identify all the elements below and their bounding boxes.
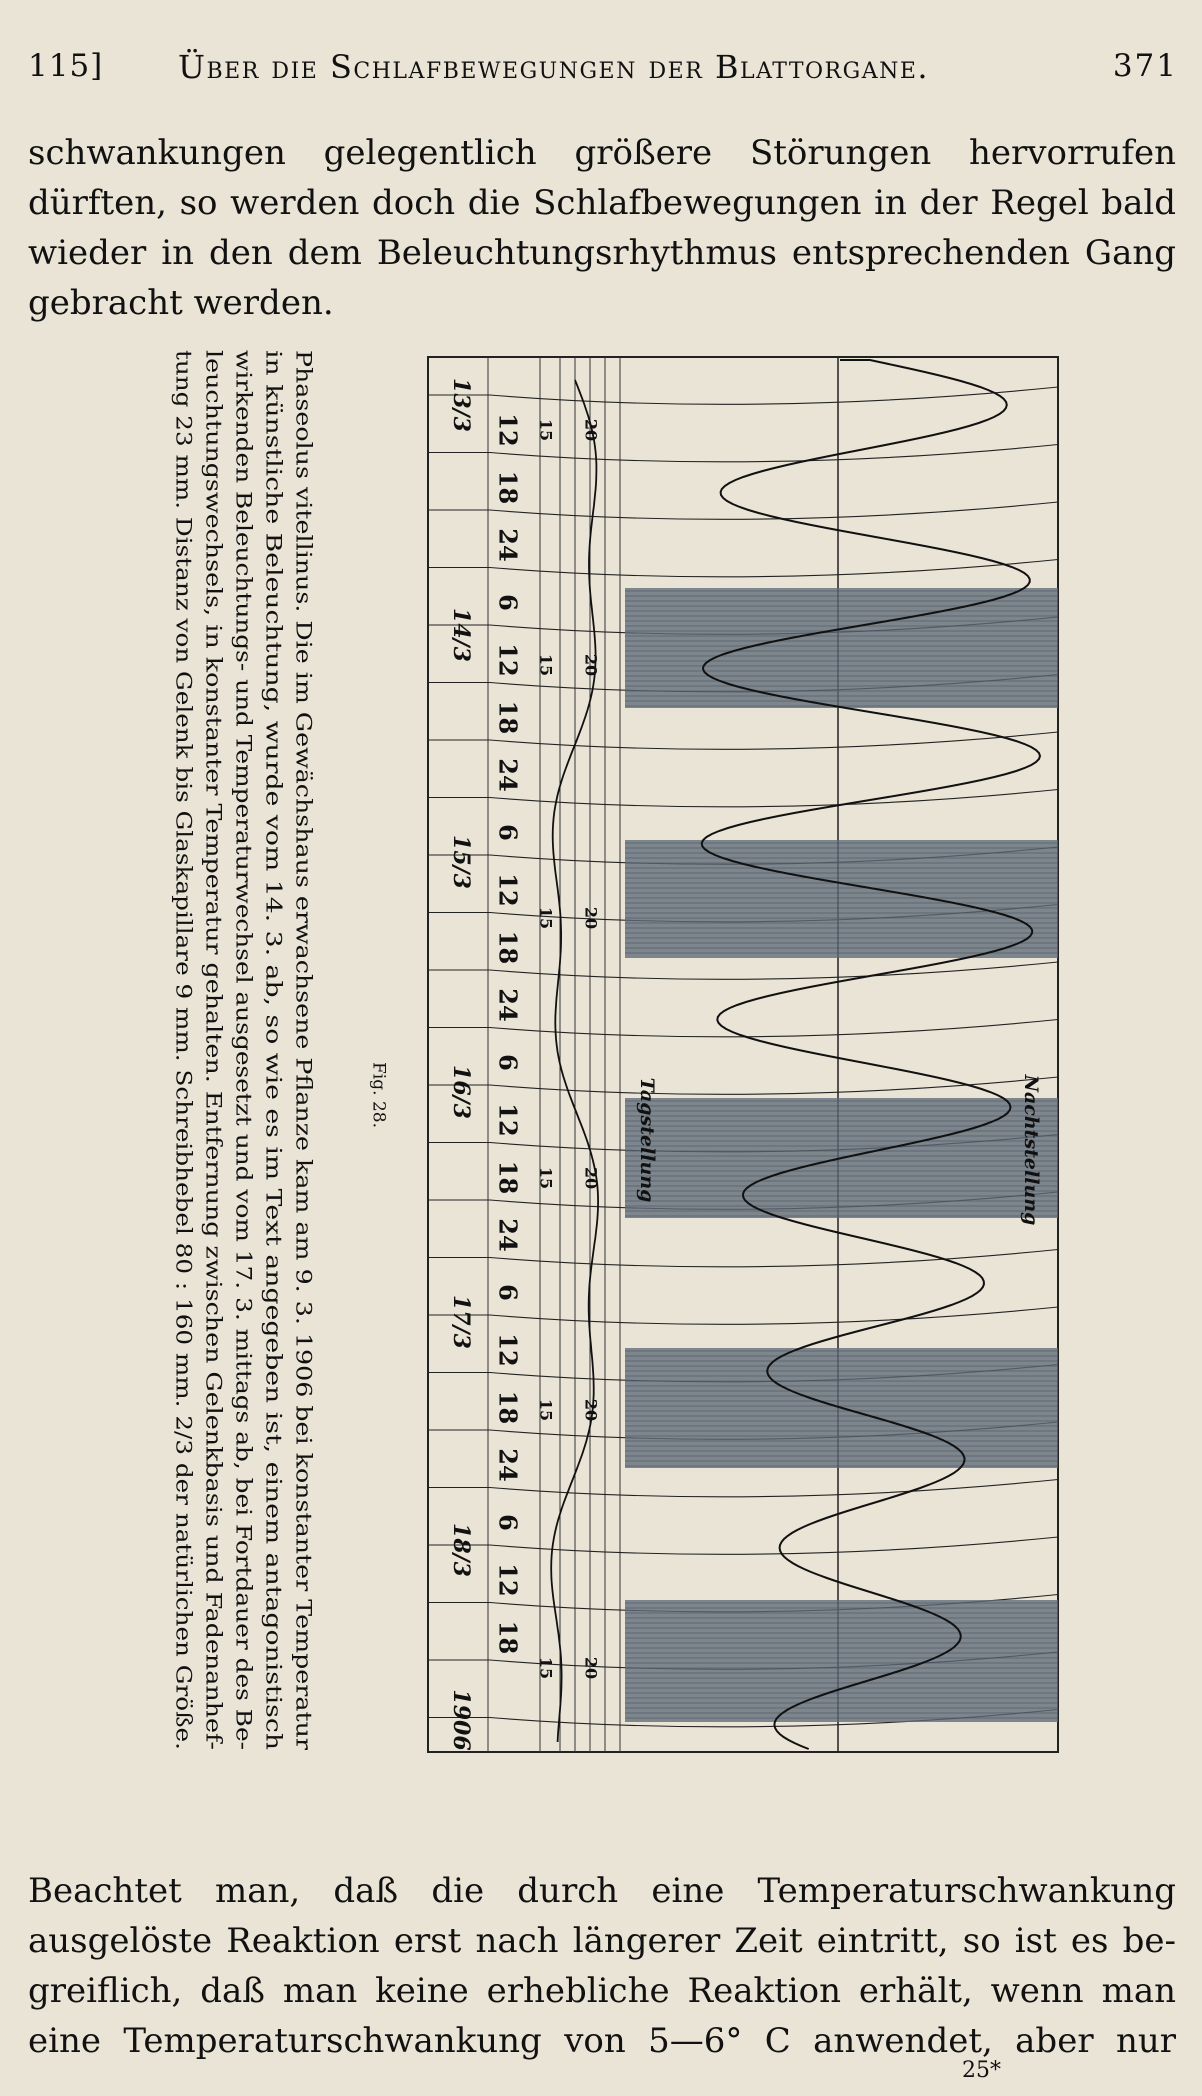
text-line: wieder in den dem Beleuchtungsrhythmus entsprechenden Gang (28, 233, 1176, 273)
temperature-tick-15: 15 (536, 418, 556, 442)
temperature-tick-15: 15 (536, 653, 556, 677)
figure-curves (551, 360, 1040, 1749)
hour-line (428, 962, 1058, 979)
temperature-tick-20: 20 (581, 906, 601, 930)
date-label: 16/3 (448, 1065, 474, 1119)
temperature-tick-20: 20 (581, 1656, 601, 1680)
section-number: 115] (28, 48, 104, 84)
hour-line (428, 1307, 1058, 1324)
hour-line (428, 387, 1058, 404)
date-label: 18/3 (448, 1523, 474, 1577)
text-line: schwankungen gelegentlich größere Störungen hervorrufen (28, 133, 1176, 173)
date-label: 15/3 (448, 835, 474, 889)
hour-label: 12 (493, 1563, 523, 1597)
hour-line (428, 1250, 1058, 1267)
hour-label: 6 (493, 594, 523, 611)
hour-label: 6 (493, 1514, 523, 1531)
hour-label: 6 (493, 824, 523, 841)
hour-label: 18 (493, 700, 523, 735)
page-number: 371 (1112, 48, 1178, 84)
figure-labels (448, 378, 1042, 1751)
text-line: eine Temperaturschwankung von 5—6° C anwendet, aber nur (28, 2021, 1176, 2061)
temperature-tick-20: 20 (581, 1398, 601, 1422)
hour-label: 18 (493, 1620, 523, 1655)
hour-line (428, 1537, 1058, 1554)
temperature-tick-15: 15 (536, 1166, 556, 1190)
leaf-movement-curve (702, 360, 1040, 1749)
hour-label: 12 (493, 873, 523, 907)
signature-mark: 25* (962, 2058, 1001, 2083)
text-line: gebracht werden. (28, 283, 334, 323)
hour-line (428, 445, 1058, 462)
night-position-label: Nachtstellung (1020, 1074, 1042, 1226)
hour-label: 24 (493, 1448, 523, 1482)
temperature-tick-15: 15 (536, 1656, 556, 1680)
hour-line (428, 502, 1058, 519)
hour-line (428, 1020, 1058, 1037)
caption-line: tung 23 mm. Distanz von Gelenk bis Glaskapillare 9 mm. Schreibhebel 80 : 160 mm. 2/3 der natürlichen Größe. (171, 350, 196, 1543)
hour-label: 24 (493, 528, 523, 562)
figure-label: Fig. 28. (368, 1062, 389, 1128)
hour-label: 18 (493, 930, 523, 965)
hour-label: 6 (493, 1054, 523, 1071)
figure-caption (172, 350, 389, 1751)
hour-label: 12 (493, 643, 523, 677)
temperature-tick-20: 20 (581, 418, 601, 442)
hour-label: 24 (493, 758, 523, 792)
paragraph-bottom (28, 1866, 1176, 2066)
hour-line (428, 732, 1058, 749)
hour-label: 6 (493, 1284, 523, 1301)
hour-label: 24 (493, 988, 523, 1022)
date-label: 13/3 (448, 378, 474, 432)
hour-line (428, 560, 1058, 577)
hour-label: 18 (493, 1390, 523, 1425)
text-line: ausgelöste Reaktion erst nach längerer Zeit eintritt, so ist es be- (28, 1921, 1176, 1961)
hour-label: 12 (493, 413, 523, 447)
hour-line (428, 1077, 1058, 1094)
hour-label: 12 (493, 1333, 523, 1367)
year-label: 1906 (448, 1689, 474, 1751)
hour-label: 12 (493, 1103, 523, 1137)
caption-line: in künstliche Beleuchtung, wurde vom 14. 3. ab, so wie es im Text angegeben ist, einem antagonistisch (261, 350, 286, 1453)
temperature-tick-20: 20 (581, 653, 601, 677)
temperature-tick-20: 20 (581, 1166, 601, 1190)
temperature-tick-15: 15 (536, 1398, 556, 1422)
hour-label: 18 (493, 1160, 523, 1195)
hour-label: 24 (493, 1218, 523, 1252)
text-line: dürften, so werden doch die Schlafbewegungen in der Regel bald (28, 183, 1176, 223)
hour-line (428, 1480, 1058, 1497)
date-label: 17/3 (448, 1295, 474, 1349)
running-title: Über die Schlafbewegungen der Blattorgane. (178, 48, 930, 86)
temperature-tick-15: 15 (536, 906, 556, 930)
caption-line: leuchtungswechsels, in konstanter Temperatur gehalten. Entfernung zwischen Gelenkbasis und Fadenanhef- (201, 350, 226, 1511)
date-label: 14/3 (448, 608, 474, 662)
hour-line (428, 790, 1058, 807)
text-line: Beachtet man, daß die durch eine Temperaturschwankung (28, 1871, 1176, 1911)
text-line: greiflich, daß man keine erhebliche Reaktion erhält, wenn man (28, 1971, 1176, 2011)
day-position-label: Tagstellung (636, 1077, 658, 1203)
caption-line: wirkenden Beleuchtungs- und Temperaturwechsel ausgesetzt und vom 17. 3. mittags ab, bei Fortdauer des Be- (231, 350, 256, 1536)
caption-line: Phaseolus vitellinus. Die im Gewächshaus erwachsene Pflanze kam am 9. 3. 1906 bei konstanter Temperatur (291, 350, 316, 1513)
hour-label: 18 (493, 470, 523, 505)
